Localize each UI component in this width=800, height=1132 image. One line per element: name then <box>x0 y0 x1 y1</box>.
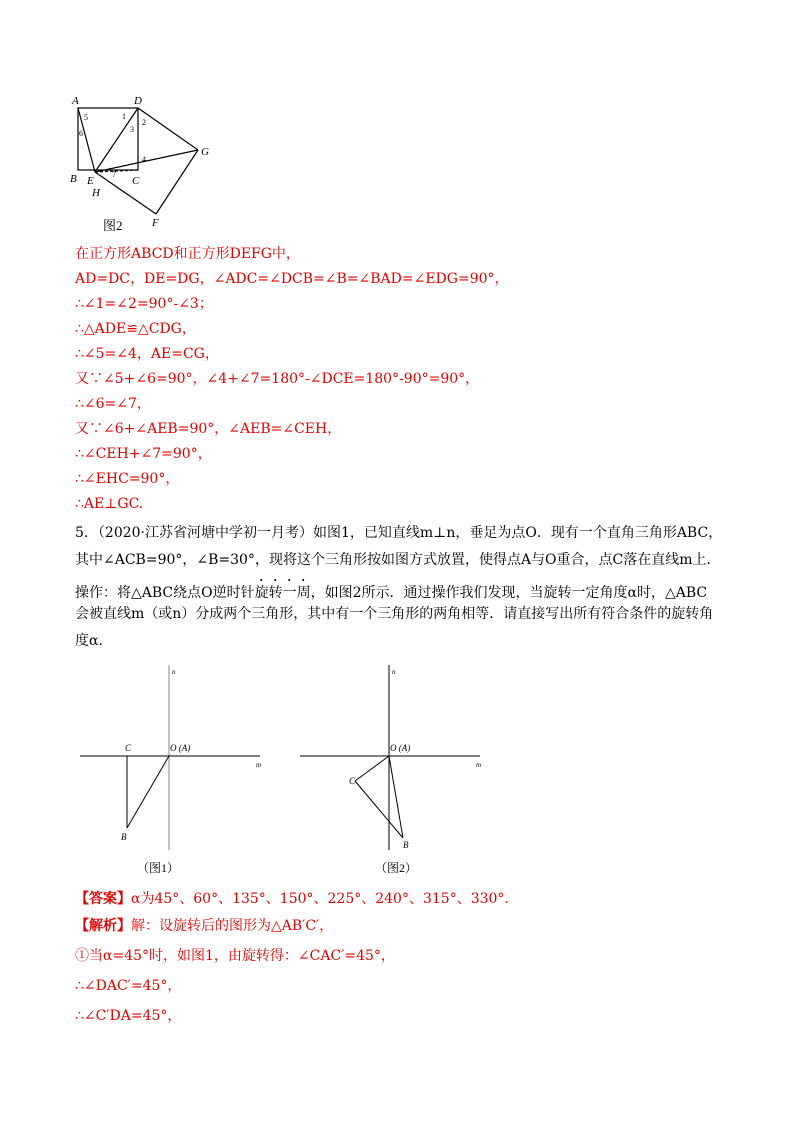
solution-line-11: ∴AE⊥GC. <box>75 496 144 512</box>
answer-line <box>75 889 509 909</box>
solution-line-6: 又∵∠5+∠6=90°，∠4+∠7=180°-∠DCE=180°-90°=90°， <box>75 371 480 387</box>
fig1-label-m: m <box>256 761 262 769</box>
fig1-label-B: B <box>121 832 127 842</box>
solution-line-9: ∴∠CEH+∠7=90°， <box>75 446 212 462</box>
fig1-label-OA: O (A) <box>170 743 191 753</box>
label-F: F <box>152 217 159 229</box>
solution-line-10: ∴∠EHC=90°， <box>75 471 180 487</box>
label-A: A <box>72 95 79 107</box>
analysis-intro: 解：设旋转后的图形为△AB′C′， <box>131 918 334 934</box>
analysis-step-3: ∴∠C′DA=45°， <box>75 1008 182 1024</box>
angle-3: 3 <box>130 125 134 134</box>
angle-6: 6 <box>79 129 83 138</box>
label-H: H <box>92 187 100 199</box>
figure-2 <box>295 660 495 875</box>
fig2-label-m: m <box>476 761 482 769</box>
solution-line-8: 又∵∠6+∠AEB=90°，∠AEB=∠CEH， <box>75 421 342 437</box>
angle-5: 5 <box>84 113 88 122</box>
analysis-line <box>75 916 333 936</box>
problem-line-5: 度α. <box>75 633 103 649</box>
square-geometry-figure <box>70 92 220 242</box>
solution-line-4: ∴△ADE≌△CDG， <box>75 321 196 337</box>
problem-line-4: 会被直线m（或n）分成两个三角形，其中有一个三角形的两角相等．请直接写出所有符合条件的旋转角 <box>75 606 714 622</box>
solution-line-5: ∴∠5=∠4，AE=CG， <box>75 346 219 362</box>
label-B: B <box>70 173 77 185</box>
label-G: G <box>201 146 209 158</box>
figure-caption: 图2 <box>103 218 123 233</box>
analysis-step-2: ∴∠DAC′=45°， <box>75 978 182 994</box>
fig2-caption: （图2） <box>375 861 418 875</box>
problem-line-1: 5．（2020·江苏省河塘中学初一月考）如图1，已知直线m⊥n，垂足为点O．现有一个直角三角形ABC， <box>75 525 723 541</box>
problem-line-2: 其中∠ACB=90°，∠B=30°，现将这个三角形按如图方式放置，使得点A与O重合，点C落在直线m上． <box>75 552 721 568</box>
solution-line-2: AD=DC，DE=DG，∠ADC=∠DCB=∠B=∠BAD=∠EDG=90°， <box>75 271 509 287</box>
label-E: E <box>87 175 94 187</box>
fig2-label-n: n <box>392 668 396 676</box>
problem-line-3b: ，如图2所示．通过操作我们发现，当旋转一定角度α时，△ABC <box>310 585 708 601</box>
fig2-label-B: B <box>403 840 409 850</box>
angle-4: 4 <box>142 155 146 164</box>
fig1-caption: （图1） <box>137 861 180 875</box>
label-D: D <box>134 95 142 107</box>
solution-line-7: ∴∠6=∠7， <box>75 396 151 412</box>
answer-text: α为45°、60°、135°、150°、225°、240°、315°、330°. <box>131 891 509 907</box>
angle-1: 1 <box>122 112 126 121</box>
angle-7: 7 <box>112 170 116 179</box>
fig1-label-n: n <box>172 668 176 676</box>
analysis-step-1: ①当α=45°时，如图1，由旋转得：∠CAC′=45°， <box>75 948 395 964</box>
problem-emphasis: 旋转一周 <box>254 585 311 601</box>
fig1-label-C: C <box>125 743 132 753</box>
label-C: C <box>132 175 140 187</box>
angle-2: 2 <box>142 118 146 127</box>
fig2-label-OA: O (A) <box>390 743 411 753</box>
solution-line-3: ∴∠1=∠2=90°-∠3； <box>75 296 213 312</box>
problem-line-3 <box>75 577 707 603</box>
figure-1 <box>75 660 275 875</box>
solution-line-1: 在正方形ABCD和正方形DEFG中， <box>75 246 300 262</box>
problem-line-3a: 操作：将△ABC绕点O逆时针 <box>75 585 255 601</box>
fig2-label-C: C <box>349 776 356 786</box>
analysis-tag: 【解析】 <box>75 918 131 934</box>
answer-tag: 【答案】 <box>75 891 131 907</box>
